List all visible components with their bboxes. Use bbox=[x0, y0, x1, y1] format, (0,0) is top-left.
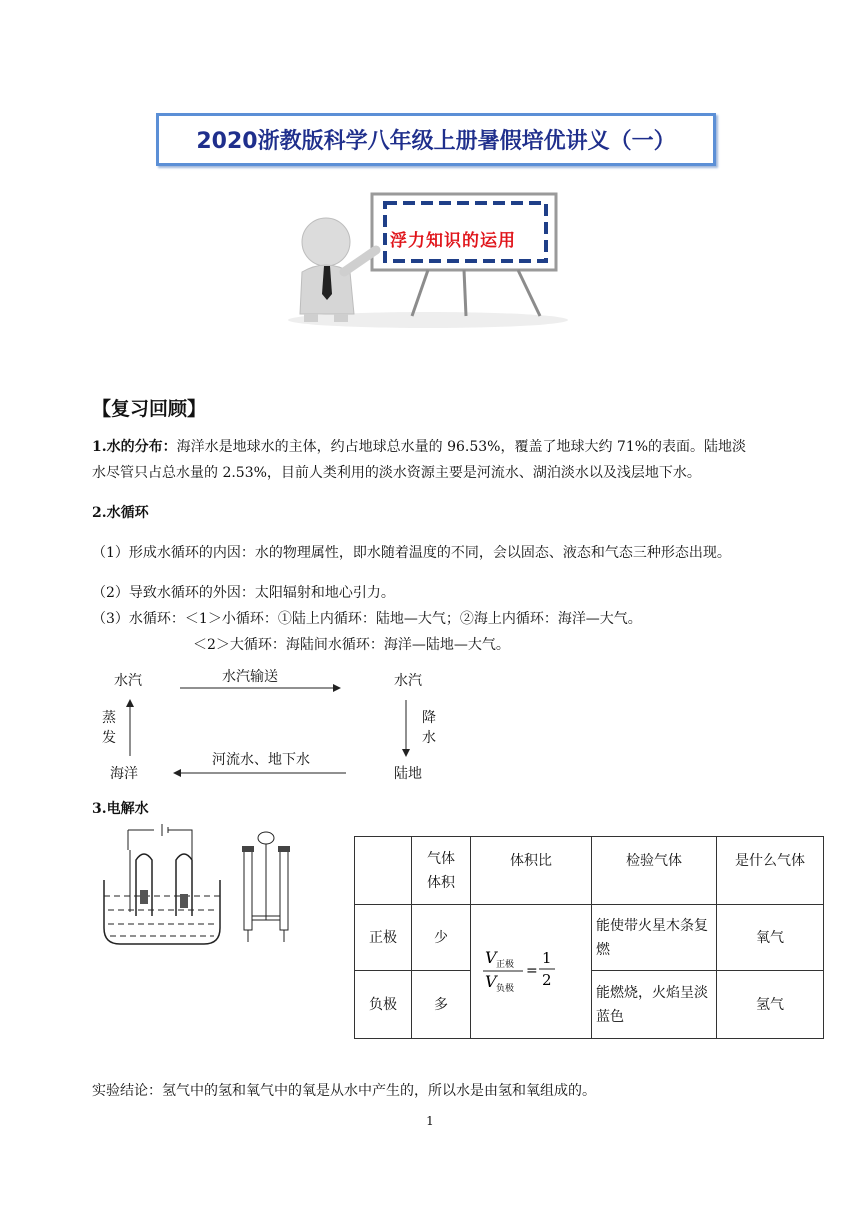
electrolysis-apparatus-illustration bbox=[100, 820, 300, 950]
cycle-evaporation-a: 蒸 bbox=[102, 710, 116, 726]
svg-text:=: = bbox=[526, 962, 538, 979]
table-cell-pole: 正极 bbox=[355, 905, 412, 971]
cycle-evaporation-b: 发 bbox=[102, 730, 116, 746]
item2-p1: （1）形成水循环的内因：水的物理属性，即水随着温度的不同，会以固态、液态和气态三种形态出现。 bbox=[92, 545, 731, 561]
table-cell-gas: 氧气 bbox=[717, 905, 824, 971]
table-header-cell: 检验气体 bbox=[592, 837, 717, 905]
item1-label: 1.水的分布： bbox=[92, 439, 177, 455]
cycle-top-left: 水汽 bbox=[114, 673, 142, 689]
cycle-bottom-left: 海洋 bbox=[110, 766, 138, 782]
cycle-bottom-right: 陆地 bbox=[394, 766, 422, 782]
ratio-denominator: 2 bbox=[542, 970, 552, 989]
table-cell-volume: 少 bbox=[412, 905, 471, 971]
table-header-row bbox=[355, 837, 824, 905]
table-cell-gas: 氢气 bbox=[717, 971, 824, 1039]
cycle-precipitation-b: 水 bbox=[422, 730, 436, 746]
table-header-cell: 体积比 bbox=[471, 837, 592, 905]
table-cell-test: 能燃烧，火焰呈淡蓝色 bbox=[592, 971, 717, 1039]
electrolysis-table bbox=[354, 836, 824, 1039]
ratio-sub-neg: 负极 bbox=[496, 983, 515, 993]
table-cell-ratio bbox=[471, 905, 592, 1039]
ratio-v-bottom: V bbox=[485, 971, 497, 991]
table-header-cell bbox=[412, 837, 471, 905]
item1-line1: 海洋水是地球水的主体，约占地球总水量的 96.53%，覆盖了地球大约 71%的表面。陆地淡 bbox=[176, 439, 747, 455]
table-cell-volume: 多 bbox=[412, 971, 471, 1039]
page-number: 1 bbox=[426, 1114, 434, 1128]
document-title: 2020浙教版科学八年级上册暑假培优讲义（一） bbox=[196, 129, 676, 154]
item1-line2: 水尽管只占总水量的 2.53%，目前人类利用的淡水资源主要是河流水、湖泊淡水以及浅层地下水。 bbox=[92, 465, 701, 481]
cycle-precipitation-a: 降 bbox=[422, 710, 436, 726]
cycle-bottom-arrow-label: 河流水、地下水 bbox=[212, 752, 310, 768]
item3-heading: 3.电解水 bbox=[92, 801, 149, 817]
table-row bbox=[355, 905, 824, 971]
board-title: 浮力知识的运用 bbox=[390, 231, 516, 251]
ratio-v-top: V bbox=[485, 947, 497, 967]
header-gas-volume-b: 体积 bbox=[427, 874, 455, 891]
ratio-sub-pos: 正极 bbox=[496, 959, 515, 970]
item3-conclusion: 实验结论：氢气中的氢和氧气中的氧是从水中产生的，所以水是由氢和氧组成的。 bbox=[92, 1083, 596, 1099]
item2-heading: 2.水循环 bbox=[92, 505, 149, 521]
item2-p4: ＜2＞大循环：海陆间水循环：海洋—陆地—大气。 bbox=[193, 637, 510, 653]
ratio-numerator: 1 bbox=[542, 948, 552, 967]
table-header-cell: 是什么气体 bbox=[717, 837, 824, 905]
header-gas-volume-a: 气体 bbox=[427, 850, 455, 867]
volume-ratio-formula bbox=[481, 943, 581, 993]
item2-p3: （3）水循环：＜1＞小循环：①陆上内循环：陆地—大气；②海上内循环：海洋—大气。 bbox=[92, 611, 642, 627]
item2-p2: （2）导致水循环的外因：太阳辐射和地心引力。 bbox=[92, 585, 395, 601]
table-header-cell bbox=[355, 837, 412, 905]
table-cell-pole: 负极 bbox=[355, 971, 412, 1039]
cycle-top-arrow-label: 水汽输送 bbox=[222, 669, 278, 685]
cycle-top-right: 水汽 bbox=[394, 673, 422, 689]
section-heading: 【复习回顾】 bbox=[92, 398, 207, 420]
table-cell-test: 能使带火星木条复燃 bbox=[592, 905, 717, 971]
